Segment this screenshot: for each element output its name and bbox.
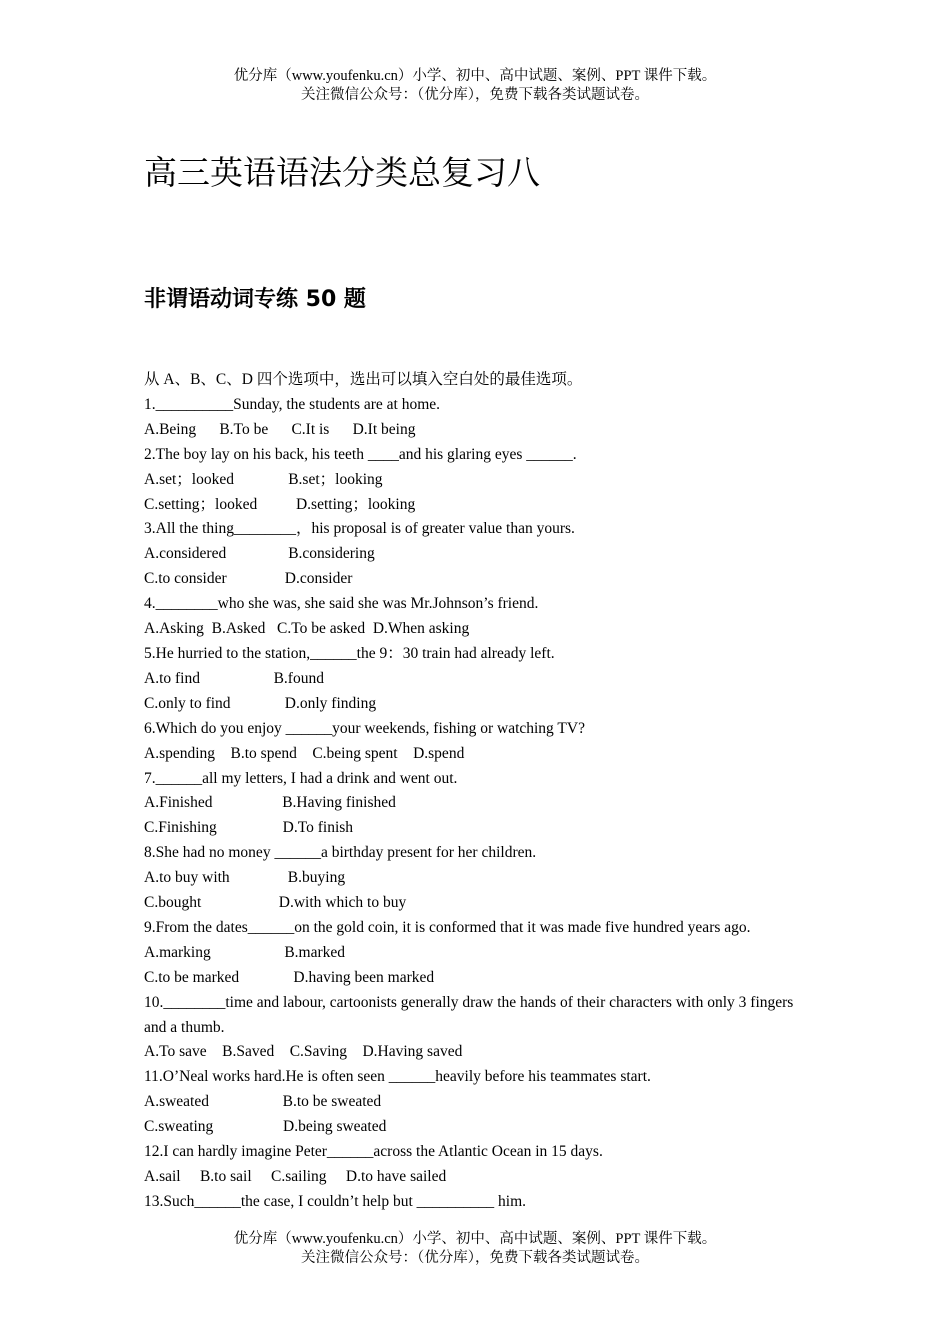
question-7: 7.______all my letters, I had a drink and went out. — [144, 769, 458, 787]
question-2-options-cd: C.setting；looked D.setting；looking — [144, 495, 416, 513]
question-9-options-cd: C.to be marked D.having been marked — [144, 968, 435, 986]
page-footer — [0, 1230, 950, 1268]
question-8: 8.She had no money ______a birthday present for her children. — [144, 844, 537, 862]
footer-line-1: 优分库（www.youfenku.cn）小学、初中、高中试题、案例、PPT 课件下载。 — [233, 1231, 717, 1247]
question-5-options-ab: A.to find B.found — [144, 669, 324, 687]
question-12: 12.I can hardly imagine Peter______across the Atlantic Ocean in 15 days. — [144, 1143, 603, 1161]
question-11-options-cd: C.sweating D.being sweated — [144, 1118, 387, 1136]
question-1-options: A.Being B.To be C.It is D.It being — [144, 420, 416, 438]
question-9: 9.From the dates______on the gold coin, it is conformed that it was made five hundred years ago. — [144, 918, 751, 936]
question-9-options-ab: A.marking B.marked — [144, 943, 346, 961]
question-12-options: A.sail B.to sail C.sailing D.to have sailed — [144, 1168, 447, 1185]
exercise-content — [144, 368, 810, 1215]
question-10: 10.________time and labour, cartoonists generally draw the hands of their characters with only 3 fingers and a thumb. — [144, 993, 794, 1036]
question-5-options-cd: C.only to find D.only finding — [144, 694, 377, 712]
question-8-options-ab: A.to buy with B.buying — [144, 869, 346, 887]
question-11-options-ab: A.sweated B.to be sweated — [144, 1093, 382, 1111]
question-8-options-cd: C.bought D.with which to buy — [144, 894, 407, 912]
question-10-options: A.To save B.Saved C.Saving D.Having saved — [144, 1043, 463, 1061]
question-5: 5.He hurried to the station,______the 9：30 train had already left. — [144, 644, 555, 662]
question-6: 6.Which do you enjoy ______your weekends, fishing or watching TV? — [144, 719, 585, 737]
question-2: 2.The boy lay on his back, his teeth ____and his glaring eyes ______. — [144, 445, 577, 463]
question-6-options: A.spending B.to spend C.being spent D.spend — [144, 744, 465, 762]
document-title: 高三英语语法分类总复习八 — [144, 156, 540, 192]
question-3-options-ab: A.considered B.considering — [144, 545, 375, 563]
header-line-2: 关注微信公众号：（优分库），免费下载各类试题试卷。 — [301, 87, 649, 103]
footer-line-2: 关注微信公众号：（优分库），免费下载各类试题试卷。 — [301, 1250, 649, 1266]
question-7-options-cd: C.Finishing D.To finish — [144, 819, 354, 837]
document-subtitle: 非谓语动词专练 50 题 — [144, 287, 366, 312]
question-11: 11.O’Neal works hard.He is often seen ______heavily before his teammates start. — [144, 1068, 651, 1086]
question-3: 3.All the thing________，his proposal is of greater value than yours. — [144, 520, 575, 538]
question-3-options-cd: C.to consider D.consider — [144, 570, 353, 588]
question-2-options-ab: A.set；looked B.set；looking — [144, 470, 383, 488]
question-4: 4.________who she was, she said she was Mr.Johnson’s friend. — [144, 595, 539, 613]
question-7-options-ab: A.Finished B.Having finished — [144, 794, 396, 812]
header-line-1: 优分库（www.youfenku.cn）小学、初中、高中试题、案例、PPT 课件下载。 — [233, 68, 717, 84]
page-header — [0, 67, 950, 105]
instruction-text: 从 A、B、C、D 四个选项中，选出可以填入空白处的最佳选项。 — [144, 371, 583, 388]
question-13: 13.Such______the case, I couldn’t help but __________ him. — [144, 1192, 526, 1210]
question-1: 1.__________Sunday, the students are at home. — [144, 395, 441, 413]
question-4-options: A.Asking B.Asked C.To be asked D.When asking — [144, 620, 470, 638]
